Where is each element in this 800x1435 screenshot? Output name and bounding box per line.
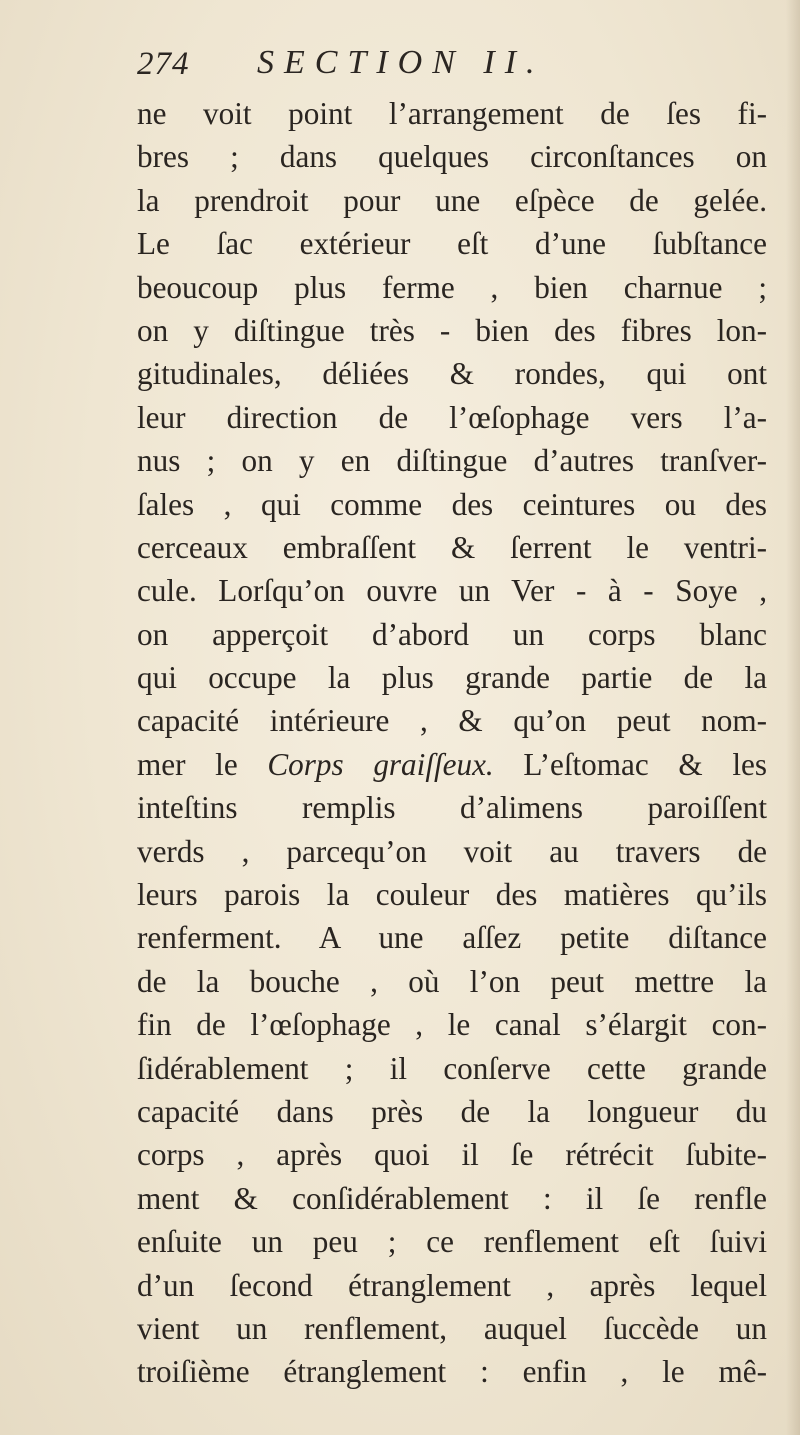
- text-line: capacité dans près de la longueur du: [137, 1093, 767, 1129]
- text-line: leurs parois la couleur des matières qu’ils: [137, 877, 767, 913]
- page-edge-shadow: [786, 0, 800, 1435]
- text-line: cule. Lorſqu’on ouvre un Ver - à - Soye ,: [137, 573, 767, 609]
- italic-term-corps-graisseux: Corps graiſſeux.: [267, 746, 494, 782]
- text-line: qui occupe la plus grande partie de la: [137, 660, 767, 696]
- text-line: vient un renflement, auquel ſuccède un: [137, 1310, 767, 1346]
- text-line: beoucoup plus ferme , bien charnue ;: [137, 269, 767, 305]
- text-line: ne voit point l’arrangement de ſes fi-: [137, 96, 767, 131]
- text-line: la prendroit pour une eſpèce de gelée.: [137, 182, 767, 218]
- line-segment: L’eſtomac & les: [493, 746, 767, 782]
- text-line: corps , après quoi il ſe rétrécit ſubite-: [137, 1137, 767, 1173]
- text-line: ment & conſidérablement : il ſe renfle: [137, 1180, 767, 1216]
- text-line: bres ; dans quelques circonſtances on: [137, 139, 767, 175]
- page-header: [137, 46, 677, 96]
- line-segment: mer le: [137, 746, 268, 782]
- text-line: leur direction de l’œſophage vers l’a-: [137, 399, 767, 435]
- text-line: Le ſac extérieur eſt d’une ſubſtance: [137, 226, 767, 262]
- text-line: enſuite un peu ; ce renflement eſt ſuivi: [137, 1224, 767, 1260]
- body-text: [137, 92, 767, 1394]
- text-line: capacité intérieure , & qu’on peut nom-: [137, 703, 767, 739]
- text-line: gitudinales, déliées & rondes, qui ont: [137, 356, 767, 392]
- text-line: on apperçoit d’abord un corps blanc: [137, 616, 767, 652]
- text-line: ſidérablement ; il conſerve cette grande: [137, 1050, 767, 1086]
- text-line: ſales , qui comme des ceintures ou des: [137, 486, 767, 522]
- text-line: inteſtins remplis d’alimens paroiſſent: [137, 790, 767, 826]
- text-line: troiſième étranglement : enfin , le mê-: [137, 1354, 767, 1390]
- running-head: SECTION II.: [257, 44, 545, 81]
- text-line-with-italic: [137, 743, 767, 786]
- page-number: 274: [137, 46, 190, 82]
- text-line: renferment. A une aſſez petite diſtance: [137, 920, 767, 956]
- text-line: nus ; on y en diſtingue d’autres tranſver-: [137, 443, 767, 479]
- text-line: de la bouche , où l’on peut mettre la: [137, 963, 767, 999]
- text-line: on y diſtingue très - bien des fibres lon-: [137, 312, 767, 348]
- text-line: d’un ſecond étranglement , après lequel: [137, 1267, 767, 1303]
- text-line: fin de l’œſophage , le canal s’élargit con-: [137, 1007, 767, 1043]
- text-line: verds , parcequ’on voit au travers de: [137, 833, 767, 869]
- text-line: cerceaux embraſſent & ſerrent le ventri-: [137, 529, 767, 565]
